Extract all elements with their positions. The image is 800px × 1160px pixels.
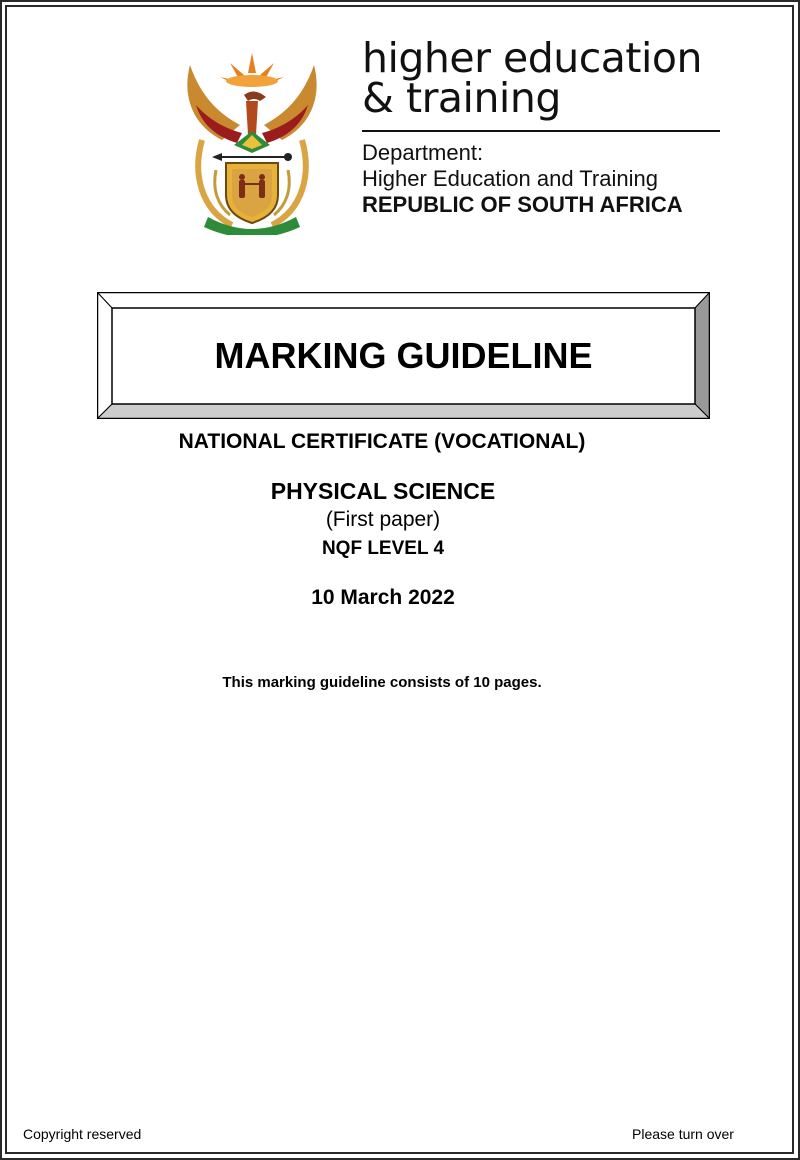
title-box: [97, 292, 710, 419]
page-count-note: This marking guideline consists of 10 pages.: [222, 674, 542, 691]
subject-name: PHYSICAL SCIENCE: [270, 478, 496, 504]
department-name: Higher Education and Training: [362, 166, 658, 191]
logo-divider: [362, 130, 720, 132]
nqf-level: NQF LEVEL 4: [321, 538, 445, 559]
coat-of-arms-icon: [182, 45, 322, 235]
footer-turn-over: Please turn over: [632, 1126, 734, 1142]
department-logo: [362, 34, 722, 217]
document-title: MARKING GUIDELINE: [214, 334, 593, 376]
exam-date: 10 March 2022: [311, 586, 455, 609]
department-block: [362, 140, 683, 218]
country-name: REPUBLIC OF SOUTH AFRICA: [362, 192, 683, 217]
footer-copyright: Copyright reserved: [23, 1126, 142, 1142]
certificate-name: NATIONAL CERTIFICATE (VOCATIONAL): [178, 430, 586, 453]
logo-line-1: higher education: [362, 34, 702, 82]
department-label: Department:: [362, 140, 484, 165]
logo-line-2: & training: [362, 74, 561, 122]
paper-number: (First paper): [325, 508, 441, 531]
